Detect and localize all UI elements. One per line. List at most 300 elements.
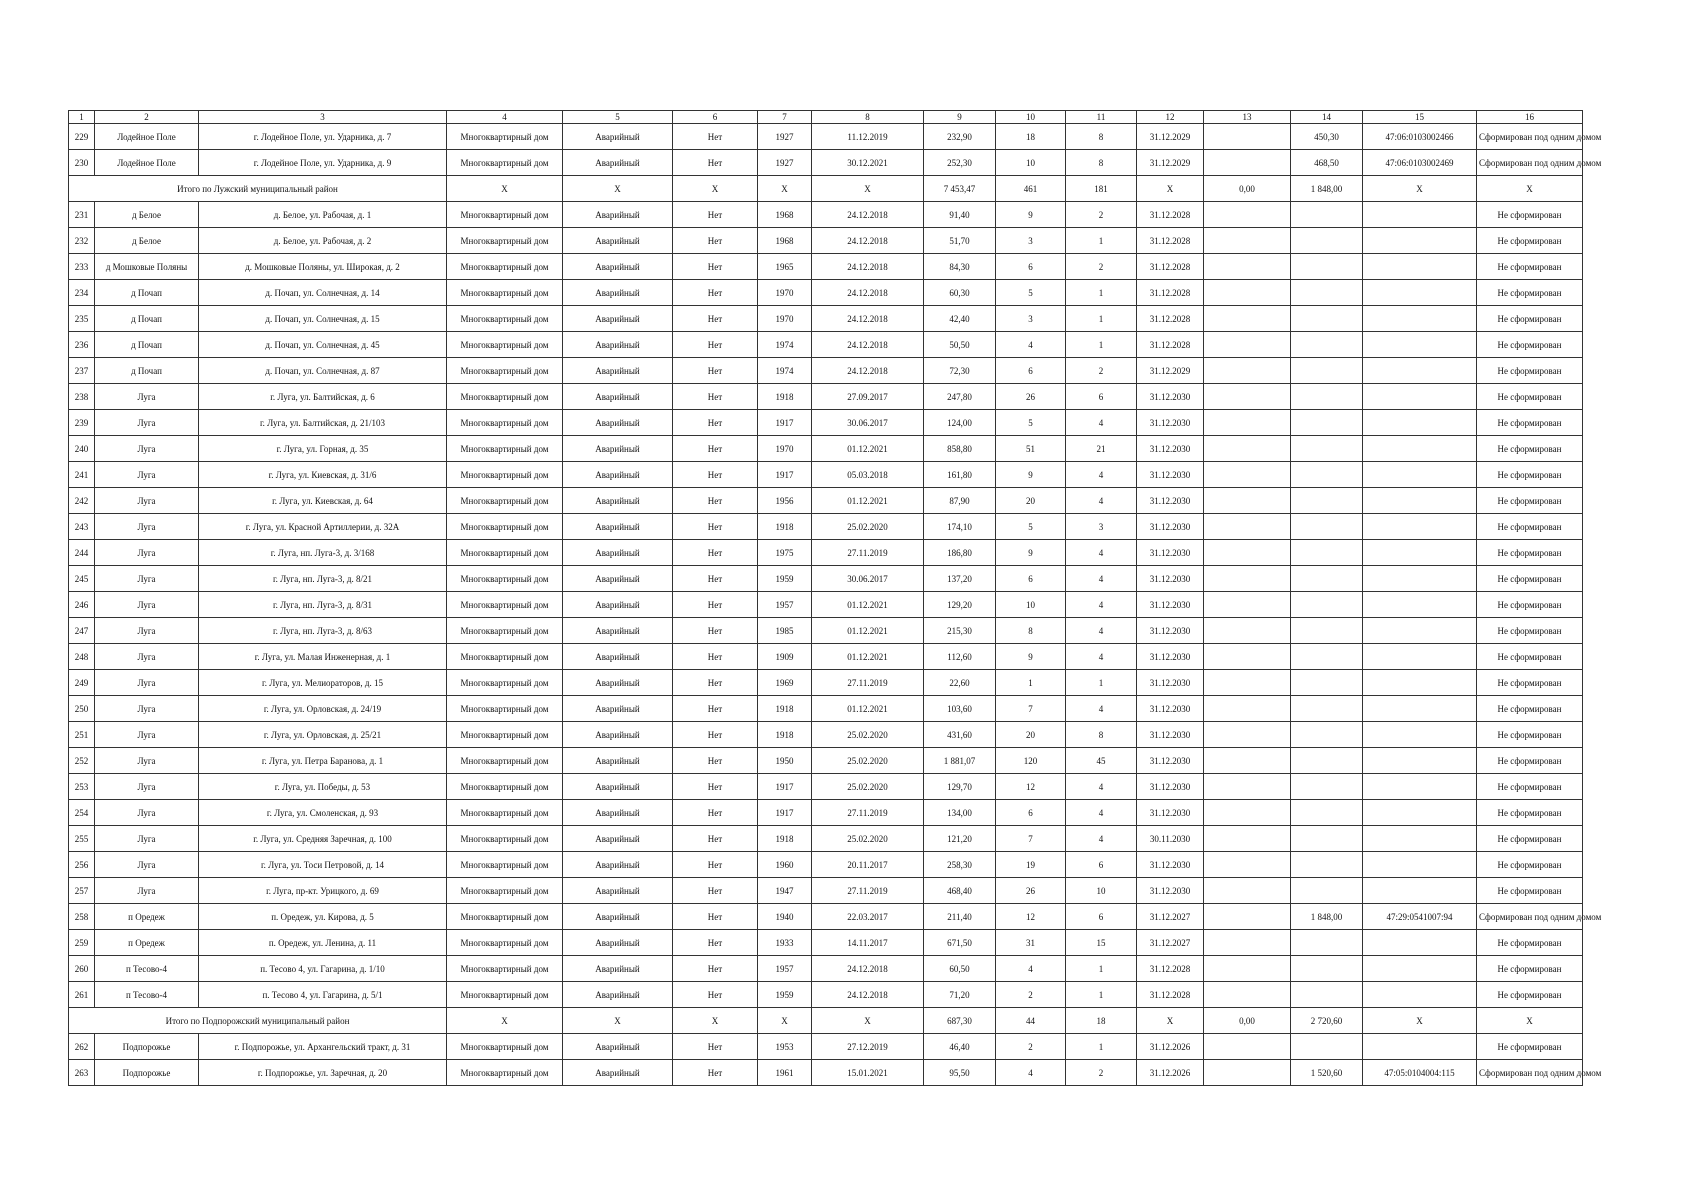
cell-flag: Нет [673,488,758,514]
cell-cadastral-number: 47:06:0103002469 [1363,150,1477,176]
column-number: 16 [1477,111,1583,124]
total-cell: 0,00 [1204,1008,1291,1034]
cell-residents: 10 [996,150,1066,176]
cell-residents: 5 [996,280,1066,306]
table-row [69,358,1583,384]
cell-land-status: Не сформирован [1477,1034,1583,1060]
column-number: 7 [758,111,812,124]
cell-land-area [1291,800,1363,826]
table-row [69,930,1583,956]
cell-settlement: Луга [95,722,199,748]
cell-area: 671,50 [924,930,996,956]
cell-cadastral-number [1363,800,1477,826]
cell-recognition-date: 27.11.2019 [812,670,924,696]
cell-condition: Аварийный [563,332,673,358]
cell-area: 129,20 [924,592,996,618]
cell-residents: 120 [996,748,1066,774]
cell-flag: Нет [673,930,758,956]
cell-recognition-date: 14.11.2017 [812,930,924,956]
cell-land-status: Не сформирован [1477,670,1583,696]
cell-recognition-date: 01.12.2021 [812,644,924,670]
cell-recognition-date: 05.03.2018 [812,462,924,488]
cell-residents: 6 [996,254,1066,280]
cell-recognition-date: 24.12.2018 [812,280,924,306]
cell-area: 42,40 [924,306,996,332]
column-number-row [69,111,1583,124]
cell-residents: 9 [996,540,1066,566]
cell-land-status: Не сформирован [1477,618,1583,644]
cell-building-type: Многоквартирный дом [447,1060,563,1086]
table-body [69,111,1602,1086]
cell-flag: Нет [673,410,758,436]
cell-apartments: 4 [1066,410,1137,436]
cell-cadastral-number [1363,722,1477,748]
cell-flag: Нет [673,982,758,1008]
cell-col-13 [1204,696,1291,722]
total-cell: X [447,1008,563,1034]
cell-building-type: Многоквартирный дом [447,280,563,306]
cell-recognition-date: 25.02.2020 [812,722,924,748]
cell-row-number: 255 [69,826,95,852]
cell-address: г. Луга, нп. Луга-3, д. 8/63 [199,618,447,644]
cell-col-13 [1204,904,1291,930]
cell-year-built: 1953 [758,1034,812,1060]
cell-settlement: Луга [95,826,199,852]
cell-row-number: 244 [69,540,95,566]
total-cell: X [812,176,924,202]
cell-year-built: 1927 [758,150,812,176]
table-row [69,618,1583,644]
cell-flag: Нет [673,566,758,592]
cell-building-type: Многоквартирный дом [447,410,563,436]
cell-flag: Нет [673,1034,758,1060]
cell-year-built: 1950 [758,748,812,774]
cell-residents: 31 [996,930,1066,956]
cell-apartments: 4 [1066,566,1137,592]
cell-col-13 [1204,878,1291,904]
table-row [69,982,1583,1008]
cell-building-type: Многоквартирный дом [447,228,563,254]
cell-address: г. Луга, ул. Тоси Петровой, д. 14 [199,852,447,878]
cell-building-type: Многоквартирный дом [447,462,563,488]
cell-year-built: 1917 [758,462,812,488]
cell-cadastral-number [1363,930,1477,956]
cell-cadastral-number [1363,462,1477,488]
cell-apartments: 6 [1066,384,1137,410]
cell-land-area [1291,670,1363,696]
cell-apartments: 4 [1066,462,1137,488]
cell-area: 129,70 [924,774,996,800]
cell-land-area: 468,50 [1291,150,1363,176]
cell-condition: Аварийный [563,384,673,410]
cell-apartments: 8 [1066,150,1137,176]
cell-col-13 [1204,982,1291,1008]
table-row [69,748,1583,774]
cell-building-type: Многоквартирный дом [447,644,563,670]
cell-residents: 10 [996,592,1066,618]
cell-building-type: Многоквартирный дом [447,306,563,332]
table-row [69,332,1583,358]
cell-area: 211,40 [924,904,996,930]
cell-col-13 [1204,722,1291,748]
column-number: 12 [1137,111,1204,124]
cell-residents: 12 [996,904,1066,930]
cell-condition: Аварийный [563,592,673,618]
cell-settlement: Луга [95,774,199,800]
total-cell: X [563,1008,673,1034]
cell-row-number: 247 [69,618,95,644]
cell-land-status: Не сформирован [1477,514,1583,540]
cell-planned-date: 31.12.2029 [1137,150,1204,176]
cell-row-number: 259 [69,930,95,956]
housing-register-table [68,110,1602,1086]
cell-row-number: 252 [69,748,95,774]
cell-row-number: 246 [69,592,95,618]
cell-year-built: 1970 [758,280,812,306]
cell-settlement: Подпорожье [95,1034,199,1060]
table-row [69,384,1583,410]
cell-address: д. Почап, ул. Солнечная, д. 15 [199,306,447,332]
total-cell: X [1363,1008,1477,1034]
cell-area: 186,80 [924,540,996,566]
cell-residents: 5 [996,410,1066,436]
cell-cadastral-number [1363,774,1477,800]
cell-residents: 6 [996,358,1066,384]
cell-condition: Аварийный [563,904,673,930]
cell-row-number: 245 [69,566,95,592]
cell-land-area [1291,332,1363,358]
table-row [69,436,1583,462]
cell-apartments: 8 [1066,722,1137,748]
cell-col-13 [1204,462,1291,488]
cell-area: 468,40 [924,878,996,904]
cell-planned-date: 31.12.2026 [1137,1034,1204,1060]
cell-year-built: 1918 [758,514,812,540]
cell-year-built: 1909 [758,644,812,670]
cell-year-built: 1957 [758,956,812,982]
cell-settlement: Луга [95,618,199,644]
total-cell: 1 848,00 [1291,176,1363,202]
cell-col-13 [1204,358,1291,384]
cell-col-13 [1204,332,1291,358]
column-number: 2 [95,111,199,124]
cell-land-status: Не сформирован [1477,592,1583,618]
cell-building-type: Многоквартирный дом [447,488,563,514]
cell-residents: 7 [996,696,1066,722]
cell-planned-date: 31.12.2030 [1137,462,1204,488]
cell-condition: Аварийный [563,774,673,800]
cell-recognition-date: 30.06.2017 [812,566,924,592]
cell-land-area [1291,566,1363,592]
table-row [69,228,1583,254]
cell-row-number: 251 [69,722,95,748]
cell-area: 50,50 [924,332,996,358]
cell-land-status: Сформирован под одним домом [1477,904,1583,930]
cell-recognition-date: 25.02.2020 [812,774,924,800]
cell-apartments: 1 [1066,306,1137,332]
cell-year-built: 1965 [758,254,812,280]
cell-settlement: д Почап [95,306,199,332]
cell-year-built: 1968 [758,228,812,254]
cell-building-type: Многоквартирный дом [447,982,563,1008]
cell-land-area [1291,306,1363,332]
cell-condition: Аварийный [563,852,673,878]
cell-address: г. Луга, ул. Балтийская, д. 21/103 [199,410,447,436]
cell-land-area [1291,618,1363,644]
cell-planned-date: 31.12.2030 [1137,670,1204,696]
column-number: 1 [69,111,95,124]
cell-address: г. Луга, ул. Балтийская, д. 6 [199,384,447,410]
cell-year-built: 1947 [758,878,812,904]
cell-row-number: 234 [69,280,95,306]
cell-year-built: 1917 [758,800,812,826]
table-row [69,800,1583,826]
cell-row-number: 249 [69,670,95,696]
cell-residents: 12 [996,774,1066,800]
cell-area: 161,80 [924,462,996,488]
cell-row-number: 231 [69,202,95,228]
cell-apartments: 2 [1066,358,1137,384]
cell-address: г. Луга, ул. Красной Артиллерии, д. 32А [199,514,447,540]
cell-land-status: Не сформирован [1477,488,1583,514]
cell-recognition-date: 20.11.2017 [812,852,924,878]
table-row [69,644,1583,670]
cell-settlement: Луга [95,592,199,618]
cell-land-status: Не сформирован [1477,852,1583,878]
cell-condition: Аварийный [563,748,673,774]
cell-area: 134,00 [924,800,996,826]
cell-building-type: Многоквартирный дом [447,540,563,566]
cell-residents: 26 [996,384,1066,410]
cell-residents: 6 [996,566,1066,592]
district-total-row [69,176,1583,202]
cell-land-status: Не сформирован [1477,254,1583,280]
cell-col-13 [1204,566,1291,592]
cell-year-built: 1968 [758,202,812,228]
cell-land-area [1291,384,1363,410]
cell-apartments: 4 [1066,696,1137,722]
column-number: 6 [673,111,758,124]
cell-planned-date: 31.12.2028 [1137,202,1204,228]
cell-land-area [1291,826,1363,852]
district-total-row [69,1008,1583,1034]
cell-land-area [1291,722,1363,748]
cell-residents: 2 [996,1034,1066,1060]
cell-flag: Нет [673,332,758,358]
cell-recognition-date: 27.12.2019 [812,1034,924,1060]
cell-address: г. Луга, ул. Горная, д. 35 [199,436,447,462]
cell-row-number: 230 [69,150,95,176]
cell-area: 72,30 [924,358,996,384]
cell-land-status: Не сформирован [1477,956,1583,982]
total-cell: X [673,1008,758,1034]
cell-cadastral-number [1363,566,1477,592]
cell-recognition-date: 01.12.2021 [812,696,924,722]
cell-land-status: Сформирован под одним домом [1477,124,1583,150]
cell-settlement: Луга [95,540,199,566]
cell-land-area [1291,930,1363,956]
cell-area: 60,50 [924,956,996,982]
cell-flag: Нет [673,436,758,462]
cell-flag: Нет [673,800,758,826]
column-number: 9 [924,111,996,124]
cell-cadastral-number [1363,748,1477,774]
cell-settlement: Лодейное Поле [95,124,199,150]
table-row [69,1060,1583,1086]
total-cell: X [1477,1008,1583,1034]
total-cell: X [812,1008,924,1034]
cell-col-13 [1204,306,1291,332]
cell-row-number: 236 [69,332,95,358]
cell-recognition-date: 11.12.2019 [812,124,924,150]
cell-planned-date: 31.12.2030 [1137,878,1204,904]
table-row [69,254,1583,280]
cell-address: г. Луга, ул. Орловская, д. 25/21 [199,722,447,748]
cell-residents: 9 [996,462,1066,488]
cell-residents: 2 [996,982,1066,1008]
cell-condition: Аварийный [563,540,673,566]
cell-building-type: Многоквартирный дом [447,332,563,358]
table-row [69,904,1583,930]
cell-area: 87,90 [924,488,996,514]
cell-land-area [1291,280,1363,306]
cell-building-type: Многоквартирный дом [447,748,563,774]
cell-land-status: Не сформирован [1477,228,1583,254]
cell-residents: 4 [996,956,1066,982]
cell-col-13 [1204,592,1291,618]
cell-cadastral-number [1363,254,1477,280]
cell-settlement: д Почап [95,358,199,384]
cell-building-type: Многоквартирный дом [447,696,563,722]
cell-land-status: Не сформирован [1477,436,1583,462]
cell-flag: Нет [673,956,758,982]
cell-apartments: 4 [1066,488,1137,514]
cell-col-13 [1204,436,1291,462]
cell-apartments: 4 [1066,540,1137,566]
cell-col-13 [1204,774,1291,800]
table-row [69,150,1583,176]
cell-recognition-date: 01.12.2021 [812,436,924,462]
cell-col-13 [1204,228,1291,254]
cell-address: г. Луга, ул. Мелиораторов, д. 15 [199,670,447,696]
cell-area: 112,60 [924,644,996,670]
cell-address: п. Тесово 4, ул. Гагарина, д. 1/10 [199,956,447,982]
cell-year-built: 1975 [758,540,812,566]
cell-condition: Аварийный [563,800,673,826]
total-cell: X [1137,176,1204,202]
cell-cadastral-number [1363,644,1477,670]
cell-condition: Аварийный [563,280,673,306]
cell-planned-date: 31.12.2028 [1137,280,1204,306]
cell-row-number: 256 [69,852,95,878]
cell-apartments: 1 [1066,982,1137,1008]
cell-flag: Нет [673,384,758,410]
cell-recognition-date: 25.02.2020 [812,514,924,540]
cell-address: г. Луга, ул. Смоленская, д. 93 [199,800,447,826]
cell-building-type: Многоквартирный дом [447,878,563,904]
cell-residents: 4 [996,1060,1066,1086]
cell-apartments: 1 [1066,228,1137,254]
cell-condition: Аварийный [563,228,673,254]
cell-building-type: Многоквартирный дом [447,124,563,150]
cell-residents: 3 [996,306,1066,332]
table-row [69,1034,1583,1060]
cell-planned-date: 31.12.2028 [1137,306,1204,332]
table-row [69,722,1583,748]
cell-row-number: 237 [69,358,95,384]
cell-planned-date: 30.11.2030 [1137,826,1204,852]
cell-apartments: 1 [1066,332,1137,358]
cell-year-built: 1918 [758,696,812,722]
cell-apartments: 4 [1066,618,1137,644]
cell-land-area [1291,410,1363,436]
cell-apartments: 21 [1066,436,1137,462]
cell-address: д. Белое, ул. Рабочая, д. 2 [199,228,447,254]
cell-settlement: Луга [95,462,199,488]
cell-col-13 [1204,280,1291,306]
total-cell: 461 [996,176,1066,202]
cell-settlement: Луга [95,696,199,722]
cell-flag: Нет [673,228,758,254]
cell-cadastral-number [1363,514,1477,540]
cell-area: 60,30 [924,280,996,306]
cell-address: п. Оредеж, ул. Кирова, д. 5 [199,904,447,930]
cell-planned-date: 31.12.2029 [1137,124,1204,150]
cell-settlement: Луга [95,800,199,826]
cell-settlement: д Почап [95,280,199,306]
cell-cadastral-number [1363,358,1477,384]
cell-row-number: 261 [69,982,95,1008]
cell-flag: Нет [673,280,758,306]
cell-col-13 [1204,1060,1291,1086]
cell-condition: Аварийный [563,1034,673,1060]
cell-area: 51,70 [924,228,996,254]
cell-recognition-date: 25.02.2020 [812,748,924,774]
cell-cadastral-number: 47:05:0104004:115 [1363,1060,1477,1086]
cell-condition: Аварийный [563,1060,673,1086]
cell-residents: 1 [996,670,1066,696]
total-cell: 181 [1066,176,1137,202]
cell-land-area [1291,254,1363,280]
cell-building-type: Многоквартирный дом [447,254,563,280]
cell-settlement: Луга [95,488,199,514]
cell-settlement: д Белое [95,202,199,228]
cell-settlement: Луга [95,644,199,670]
cell-settlement: д Белое [95,228,199,254]
cell-residents: 26 [996,878,1066,904]
table-row [69,202,1583,228]
cell-settlement: п Оредеж [95,930,199,956]
column-number: 10 [996,111,1066,124]
cell-year-built: 1961 [758,1060,812,1086]
cell-condition: Аварийный [563,982,673,1008]
cell-settlement: Луга [95,436,199,462]
cell-planned-date: 31.12.2030 [1137,800,1204,826]
cell-land-status: Не сформирован [1477,566,1583,592]
cell-residents: 9 [996,202,1066,228]
cell-area: 121,20 [924,826,996,852]
cell-address: п. Тесово 4, ул. Гагарина, д. 5/1 [199,982,447,1008]
cell-flag: Нет [673,878,758,904]
cell-residents: 20 [996,488,1066,514]
cell-year-built: 1917 [758,774,812,800]
cell-settlement: п Оредеж [95,904,199,930]
cell-cadastral-number [1363,436,1477,462]
cell-land-status: Сформирован под одним домом [1477,150,1583,176]
cell-address: д. Белое, ул. Рабочая, д. 1 [199,202,447,228]
district-total-label: Итого по Лужский муниципальный район [69,176,447,202]
cell-area: 124,00 [924,410,996,436]
